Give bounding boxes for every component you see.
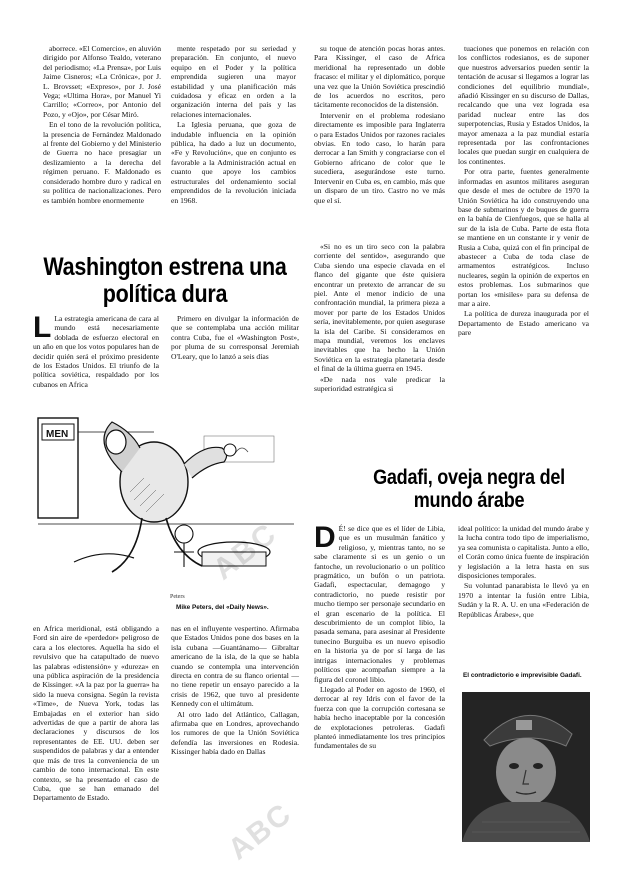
- top-col-3: [314, 44, 445, 205]
- paragraph: nas en el influyente vespertino. Afirmaba que Estados Unidos pone dos bases en la isla cubana —Guantánamo— Gibraltar americano de la isla, de la que se habla cuando se contempla una intervención directa en contra de su flanco oriental — no tiene repetir un ensayo parecido a la crisis de 1962, que tuvo al presidente Kennedy con el ultimátum.: [171, 624, 299, 709]
- bottom-col-1: [33, 624, 159, 803]
- paragraph: En el tono de la revolución política, la presencia de Fernández Maldonado al frente del Gobierno y del Ministerio de Guerra no hace presagiar un deslizamiento a la derecha del régimen peruano. F. Maldonado es considerado hombre duro y radical en su política de nacionalizaciones. Pero es también hombre enormemente: [43, 120, 161, 205]
- paragraph: aborrece. «El Comercio», en aluvión dirigido por Alfonso Tealdo, veterano del periodismo; «La Prensa», por Luis Jaime Cisneros; «La Crónica», por J. L. Brovsset; «Expreso», por J. José Vega; «Ultima Hora», por Manuel Yi Carrillo; «Correo», por Antonio del Pozo, y «Ojo», por César Miró.: [43, 44, 161, 119]
- mid-col-1: [33, 311, 159, 389]
- paragraph: É! se dice que es el líder de Libia, que es un musulmán fanático y religioso, y, mientras tanto, no se sabe claramente si es un genio o un fantoche, un revolucionario o un político pragmático, un bufón o un patriota. Gadafi, espectacular, demagogo y contradictorio, no puede resistir por mucho tiempo ser personaje secundario en el gran escenario de la política. El descubrimiento de un complot libio, la pasada semana, para asesinar al Presidente tunecino Burguiba es un nuevo episodio en la historia ya de por sí larga de las intrigas internacionales y problemas políticos que acompañan siempre a la figura del coronel libio.: [314, 524, 445, 684]
- headline-gadafi: [356, 466, 581, 512]
- bottom-col-2: [171, 624, 299, 757]
- dropcap: D: [314, 521, 336, 554]
- mid-col-2: [171, 314, 299, 361]
- watermark: ABC: [207, 516, 284, 587]
- paragraph: su toque de atención pocas horas antes. Para Kissinger, el caso de Africa meridional ha representado un doble fracaso: el militar y el diplomático, porque una vez que la Unión Soviética prescindió de los acuerdos no escritos, pero tácitamente reconocidos de la distensión.: [314, 44, 445, 110]
- paragraph: tuaciones que ponemos en relación con los conflictos rodesianos, es de suponer que nuestros adversarios pueden sentir la tentación de acusar si llegamos a lograr las condiciones del equilibrio mundial», añadió Kissinger en su discurso de Dallas, recalcando que una vez lograda esa paridad nuclear entre las dos superpotencias, Rusia y Estados Unidos, la mayor amenaza a la paz mundial estaría representada por las confrontaciones locales que puedan surgir en cualquiera de los continentes.: [458, 44, 589, 166]
- headline-line: política dura: [102, 280, 228, 308]
- gadafi-col-2: [458, 524, 589, 619]
- editorial-cartoon: [34, 412, 298, 602]
- headline-line: Gadafi, oveja negra del: [373, 466, 565, 489]
- paragraph: Primero en divulgar la información de que se contemplaba una acción militar contra Cuba, fue el «Washington Post», por pluma de su corresponsal Jeremiah O'Leary, que lo lanzó a seis días: [171, 314, 299, 361]
- headline-washington: [40, 254, 289, 308]
- paragraph: Llegado al Poder en agosto de 1960, el derrocar al rey Idris con el favor de la fuerza con que la corrupción cortesana se había hecho inaceptable por la concesión de explotaciones petroleras. Gadafi planteó inmediatamente los tres principios fundamentales de su: [314, 684, 445, 751]
- dropcap: L: [33, 311, 52, 344]
- cartoon-signature: Peters: [170, 594, 185, 600]
- men-sign-text: MEN: [46, 429, 69, 440]
- top-col-2: [171, 44, 296, 205]
- photo-caption: El contradictorio e imprevisible Gadafi.: [463, 672, 582, 679]
- paragraph: Su voluntad panarabista le llevó ya en 1970 a intentar la fusión entre Libia, Sudán y la R. A. U. en una «Federación de Repúblicas Árabes», que: [458, 581, 589, 619]
- gadafi-photo: [462, 692, 590, 842]
- paragraph: La política de dureza inaugurada por el Departamento de Estado americano va pare: [458, 309, 589, 338]
- paragraph: mente respetado por su seriedad y preparación. En conjunto, el nuevo equipo en el Poder y la política emprendida sugieren una mayor estabilidad y una planificación más cuidadosa y eficaz en orden a la organización interna del país y las relaciones internacionales.: [171, 44, 296, 119]
- paragraph: La estrategia americana de cara al mundo está necesariamente doblada de esfuerzo electoral en un año en que los votos populares han de decidir quién será el próximo presidente de los Estados Unidos. El triunfo de la política soviética, respaldado por los cubanos en Africa: [33, 314, 159, 389]
- paragraph: ideal político: la unidad del mundo árabe y la lucha contra todo tipo de imperialismo, ya sea comunista o capitalista. Junto a ello, el Corán como única fuente de inspiración y legislación a la letra hasta en sus disposiciones temporales.: [458, 524, 589, 581]
- top-col-1: [43, 44, 161, 205]
- gadafi-col-1: [314, 521, 445, 751]
- paragraph: Intervenir en el problema rodesiano directamente es imposible para Inglaterra o para Estados Unidos por razones raciales obvias. En todo caso, lo harán para derrocar a Ian Smith y congraciarse con el Gobierno africano de color que le sucediera, asegurándose este turno. Intervenir en Cuba es, en cambio, más que un disparo de un tiro. Castro no ve más que el sí.: [314, 110, 445, 205]
- paragraph: en Africa meridional, está obligando a Ford sin aire de «perdedor» peligroso de cara a los electores. Aquella ha sido el revulsivo que ha catapultado de nuevo las palabras «distensión» y «dureza» en una pública aspiración de la presidencia de Kissinger. «A la paz por la guerra» ha sido la nueva consigna. Según la revista «Time», de Nueva York, todas las Embajadas en el exterior han sido advertidas de que a partir de ahora las declaraciones y discursos de los representantes de EE. UU. deben ser suspendidos de palabras y dar a entender que más de tres la conveniencia de un cambio de tono internacional. En este contexto, se ha presentado el caso de Cuba, que se han emanado del Departamento de Estado.: [33, 624, 159, 803]
- headline-line: mundo árabe: [413, 489, 525, 512]
- paragraph: La Iglesia peruana, que goza de indudable influencia en la opinión pública, ha dado a luz un documento, «Fe y Revolución», que en conjunto es favorable a la Administración actual en cuanto que apoye los cambios estructurales del ordenamiento social emprendidos de la revolución iniciada en 1968.: [171, 120, 296, 205]
- paragraph: Al otro lado del Atlántico, Callagan, afirmaba que en Londres, aprovechando los rumores de que la Unión Soviética defendía las inversiones en Rodesia. Kissinger había dado en Dallas: [171, 709, 299, 757]
- watermark: ABC: [222, 796, 299, 867]
- top-col-4: [458, 44, 589, 338]
- cartoon-caption: Mike Peters, del «Daily News».: [176, 604, 269, 611]
- paragraph: «Si no es un tiro seco con la palabra corriente del sentido», asegurando que Cuba siendo una especie clavada en el flanco del gigante que éste quisiera encontrar un pretexto de arrancar de su piel. Ante el menor indicio de una confrontación mundial, la primera pieza a mover por parte de los Estados Unidos sería, inevitablemente, por quien asegurase la isla del Caribe. Si consideramos en mapa mundial, veremos los enclaves inevitables que ha hecho la Unión Soviética en la estrategia planetaria desde el final de la última guerra en 1945.: [314, 242, 445, 374]
- paragraph: Por otra parte, fuentes generalmente informadas en asuntos militares aseguran que desde el mes de octubre de 1970 la Unión Soviética ha ido construyendo una base de submarinos y de buques de guerra en la bahía de Cienfuegos, que se halla al sur de la isla de Cuba. Parte de esta flota se mantiene en un constante ir y venir de Rusia a Cuba, quizá con el fin principal de abastecer a Cuba de toda clase de armamentos estratégicos. Incluso nucleares, según la opinión de expertos en estos problemas. Los submarinos que portan los «misiles» para su defensa de mar a aire.: [458, 167, 589, 308]
- paragraph: «De nada nos vale predicar la superioridad estratégica si: [314, 374, 445, 394]
- mid-col-3: [314, 242, 445, 394]
- headline-line: Washington estrena una: [43, 253, 287, 281]
